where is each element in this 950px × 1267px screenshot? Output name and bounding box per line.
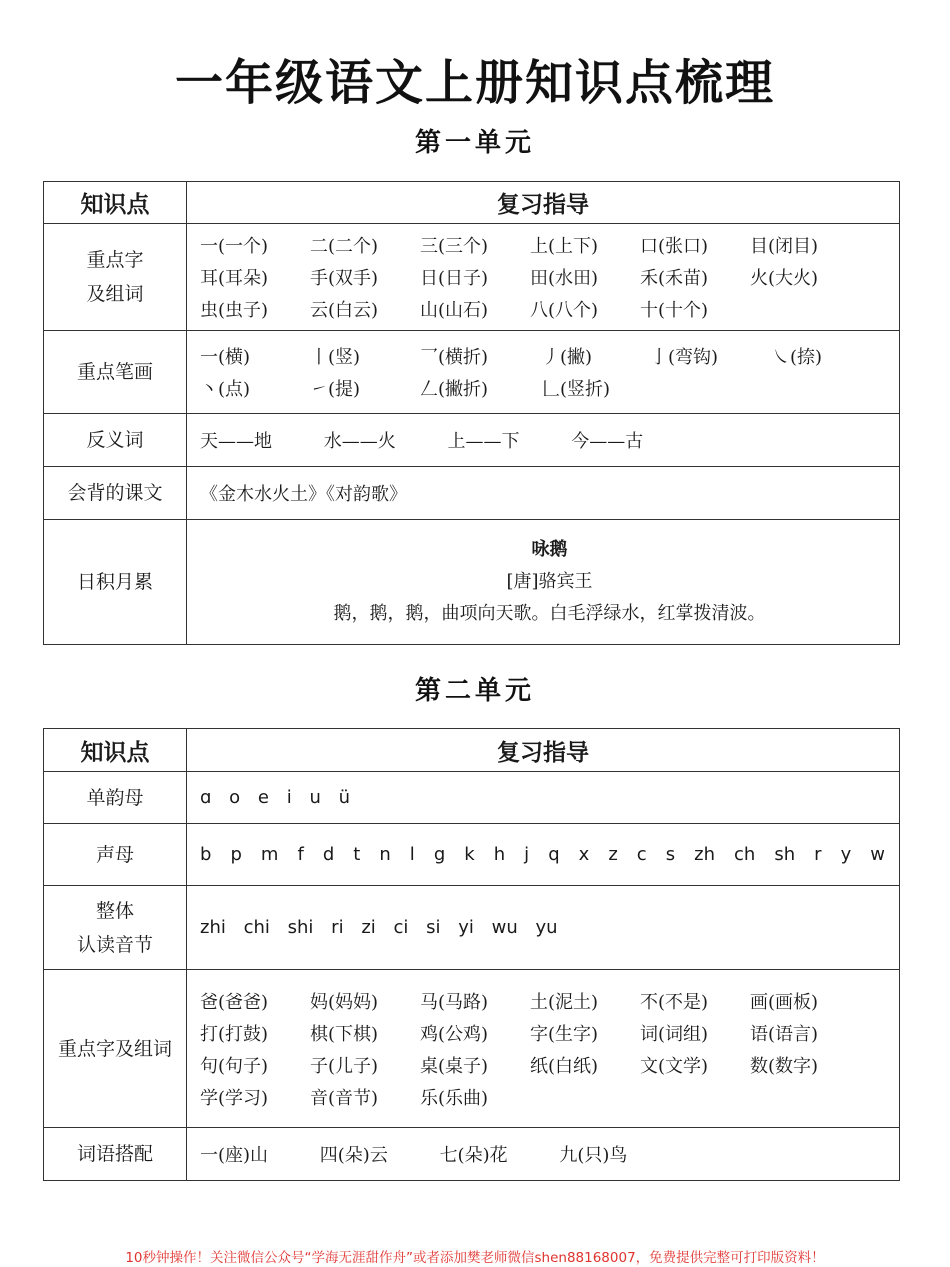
vowel: ü	[338, 787, 351, 808]
unit2-chars-line-3	[200, 1049, 899, 1081]
unit2-whole-row	[44, 886, 900, 970]
phrase: 四(朵)云	[319, 1145, 388, 1166]
whole-syllable: ci	[393, 917, 409, 938]
antonym-pair: 天——地	[200, 431, 272, 452]
unit1-strokes-line-2	[200, 372, 899, 404]
char-word: 乐(乐曲)	[420, 1087, 489, 1109]
initial: d	[322, 844, 335, 865]
unit1-title: 第一单元	[414, 128, 535, 158]
char-word: 音(音节)	[310, 1087, 379, 1109]
unit1-strokes-row	[44, 331, 900, 414]
unit2-chars-values	[187, 970, 900, 1128]
initial: f	[297, 844, 304, 865]
char-word: 上(上下)	[530, 236, 599, 257]
unit2-vowels-values	[187, 772, 900, 824]
initial: b	[200, 844, 212, 865]
stroke-item: 𠃋(撇折)	[420, 379, 489, 400]
char-word: 云(白云)	[310, 300, 379, 321]
unit2-phrases-values	[187, 1128, 900, 1181]
unit1-table	[43, 181, 900, 645]
phrase: 一(座)山	[200, 1145, 269, 1166]
poem-author: [唐]骆宾王	[506, 571, 593, 592]
stroke-item: ㇏(捺)	[772, 347, 823, 368]
initials-list	[200, 844, 899, 865]
char-word: 二(二个)	[310, 236, 379, 257]
initial: w	[870, 844, 885, 865]
unit1-chars-values	[187, 224, 900, 331]
vowel: u	[309, 787, 321, 808]
initial: h	[493, 844, 506, 865]
antonym-pair: 上——下	[447, 431, 520, 452]
whole-syllable: shi	[287, 917, 314, 938]
unit1-chars-label	[44, 224, 187, 331]
initial: s	[665, 844, 676, 865]
page-title: 一年级语文上册知识点梳理	[174, 55, 775, 111]
char-word: 口(张口)	[640, 236, 709, 257]
char-word: 棋(下棋)	[310, 1023, 379, 1045]
unit2-whole-label	[44, 886, 187, 970]
char-word: 妈(妈妈)	[310, 991, 379, 1013]
footer-promo: 10秒钟操作！关注微信公众号“学海无涯甜作舟”或者添加樊老师微信shen88168007，免费提供完整可打印版资料！	[125, 1250, 825, 1266]
char-word: 目(闭目)	[750, 236, 819, 257]
initial: t	[353, 844, 361, 865]
unit2-vowels-label: 单韵母	[44, 772, 187, 824]
unit1-chars-line-2	[200, 261, 899, 293]
char-word: 日(日子)	[420, 268, 489, 289]
stroke-item: ㇀(提)	[310, 379, 361, 400]
vowel: e	[257, 787, 269, 808]
char-word: 禾(禾苗)	[640, 268, 709, 289]
char-word: 学(学习)	[200, 1087, 269, 1109]
char-word: 马(马路)	[420, 991, 489, 1013]
unit1-antonyms-row	[44, 414, 900, 467]
stroke-item: 乛(横折)	[420, 347, 489, 368]
char-word: 数(数字)	[750, 1055, 819, 1077]
whole-syllable: yu	[535, 917, 558, 938]
initial: r	[814, 844, 822, 865]
whole-syllable: yi	[458, 917, 474, 938]
unit2-chars-row	[44, 970, 900, 1128]
char-word: 耳(耳朵)	[200, 268, 269, 289]
char-word: 文(文学)	[640, 1055, 709, 1077]
unit1-strokes-label: 重点笔画	[44, 331, 187, 414]
initial: g	[433, 844, 446, 865]
vowel: i	[286, 787, 292, 808]
whole-syllable: ri	[331, 917, 344, 938]
poem-text: 鹅，鹅，鹅，曲项向天歌。白毛浮绿水，红掌拨清波。	[333, 603, 766, 624]
initial: k	[464, 844, 475, 865]
unit2-initials-row	[44, 824, 900, 886]
char-word: 词(词组)	[640, 1023, 709, 1045]
whole-syllable: chi	[243, 917, 270, 938]
initial: z	[608, 844, 618, 865]
char-word: 手(双手)	[310, 268, 379, 289]
initial: m	[260, 844, 279, 865]
char-word: 虫(虫子)	[200, 300, 269, 321]
char-word: 不(不是)	[640, 991, 709, 1013]
unit2-chars-line-1	[200, 985, 899, 1017]
char-word: 画(画板)	[750, 991, 819, 1013]
poem-title: 咏鹅	[531, 539, 568, 560]
unit1-strokes-line-1	[200, 340, 899, 372]
vowel: ɑ	[200, 787, 212, 808]
initial: q	[548, 844, 560, 865]
initial: n	[379, 844, 391, 865]
char-word: 田(水田)	[530, 268, 599, 289]
phrase: 七(朵)花	[439, 1145, 508, 1166]
unit2-vowels-row	[44, 772, 900, 824]
unit2-whole-label-line2: 认读音节	[76, 933, 153, 956]
whole-syllable: si	[426, 917, 441, 938]
char-word: 语(语言)	[750, 1023, 819, 1045]
unit1-chars-label-line1: 重点字	[86, 249, 144, 271]
unit1-antonyms-label: 反义词	[44, 414, 187, 467]
whole-syllable: zi	[361, 917, 376, 938]
stroke-item: 丨(竖)	[310, 347, 361, 368]
unit2-phrases-row	[44, 1128, 900, 1181]
char-word: 字(生字)	[530, 1023, 599, 1045]
whole-syllable: zhi	[200, 917, 226, 938]
char-word: 一(一个)	[200, 236, 269, 257]
unit2-header-topic: 知识点	[44, 729, 187, 772]
whole-syllable: wu	[491, 917, 518, 938]
char-word: 十(十个)	[640, 300, 709, 321]
vowel: o	[229, 787, 241, 808]
unit2-table	[43, 728, 900, 1181]
antonym-pair: 水——火	[323, 431, 396, 452]
initial: l	[409, 844, 415, 865]
unit1-poem-row	[44, 520, 900, 645]
stroke-item: 亅(弯钩)	[650, 347, 719, 368]
char-word: 打(打鼓)	[200, 1023, 269, 1045]
char-word: 桌(桌子)	[420, 1055, 489, 1077]
unit2-whole-values	[187, 886, 900, 970]
char-word: 山(山石)	[420, 300, 489, 321]
unit1-poem-label: 日积月累	[44, 520, 187, 645]
unit2-phrases-label: 词语搭配	[44, 1128, 187, 1181]
stroke-item: 𠃊(竖折)	[542, 379, 611, 400]
unit1-recite-value: 《金木水火土》《对韵歌》	[187, 467, 900, 520]
stroke-item: 丶(点)	[200, 379, 251, 400]
unit2-title: 第二单元	[414, 676, 535, 706]
unit2-chars-line-2	[200, 1017, 899, 1049]
unit2-header-guide: 复习指导	[187, 729, 900, 772]
unit2-initials-label: 声母	[44, 824, 187, 886]
unit2-header-row	[44, 729, 900, 772]
initial: p	[230, 844, 242, 865]
initial: ch	[734, 844, 756, 865]
char-word: 三(三个)	[420, 236, 489, 257]
char-word: 子(儿子)	[310, 1055, 379, 1077]
unit2-whole-label-line1: 整体	[95, 899, 134, 922]
char-word: 土(泥土)	[530, 991, 599, 1013]
unit2-chars-label: 重点字及组词	[44, 970, 187, 1128]
char-word: 爸(爸爸)	[200, 991, 269, 1013]
char-word: 纸(白纸)	[530, 1055, 599, 1077]
unit1-header-topic: 知识点	[44, 182, 187, 224]
initial: sh	[774, 844, 796, 865]
unit1-strokes-values	[187, 331, 900, 414]
char-word: 八(八个)	[530, 300, 599, 321]
phrase: 九(只)鸟	[559, 1145, 628, 1166]
unit1-chars-line-1	[200, 229, 899, 261]
unit1-chars-line-3	[200, 293, 899, 325]
char-word: 鸡(公鸡)	[420, 1023, 489, 1045]
unit1-chars-label-line2: 及组词	[86, 283, 144, 305]
initial: zh	[694, 844, 715, 865]
stroke-item: 丿(撇)	[542, 347, 593, 368]
antonym-pair: 今——古	[571, 431, 644, 452]
unit2-initials-values	[187, 824, 900, 886]
initial: j	[524, 844, 530, 865]
unit1-poem	[187, 520, 900, 645]
char-word: 句(句子)	[200, 1055, 269, 1077]
initial: c	[636, 844, 647, 865]
initial: x	[578, 844, 590, 865]
unit1-header-row	[44, 182, 900, 224]
char-word: 火(大火)	[750, 268, 819, 289]
unit1-antonyms-values	[187, 414, 900, 467]
initial: y	[840, 844, 852, 865]
unit1-chars-row	[44, 224, 900, 331]
unit1-recite-row	[44, 467, 900, 520]
unit2-chars-line-4	[200, 1081, 899, 1113]
stroke-item: 一(横)	[200, 347, 251, 368]
unit1-recite-label: 会背的课文	[44, 467, 187, 520]
unit1-header-guide: 复习指导	[187, 182, 900, 224]
